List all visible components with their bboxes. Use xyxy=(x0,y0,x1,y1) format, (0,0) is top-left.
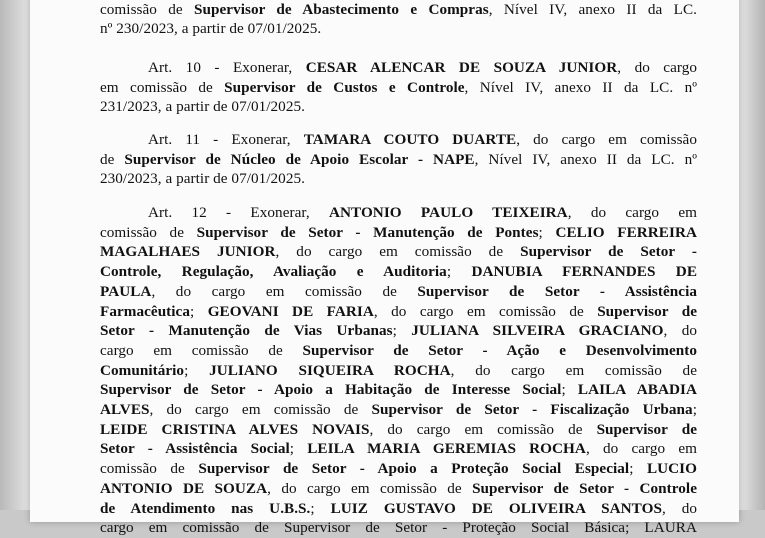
person-name: GEOVANI DE FARIA xyxy=(207,302,374,320)
text: , do cargo em comissão de xyxy=(373,302,598,320)
person-name: PAULA xyxy=(100,282,152,300)
text: , Nível IV, anexo II da LC. nº xyxy=(464,78,697,96)
text: , do cargo em comissão de xyxy=(267,479,473,497)
text: ; xyxy=(538,223,556,241)
position-title: Supervisor de Setor - xyxy=(520,243,697,261)
text: ; xyxy=(692,401,697,419)
position-title: Supervisor de Setor - Ação e Desenvolvimento xyxy=(302,341,697,359)
article-11-line-1 xyxy=(100,130,697,150)
text: Art. 10 - Exonerar, xyxy=(148,59,306,76)
article-12-line-6 xyxy=(100,302,697,322)
scan-edge-right xyxy=(739,0,765,510)
article-11 xyxy=(100,130,697,189)
person-name: LUCIO xyxy=(646,460,697,478)
position-title: Setor - Assistência Social xyxy=(100,440,290,458)
text: ; xyxy=(392,322,412,340)
article-12-line-1 xyxy=(100,203,697,223)
person-name: MAGALHAES JUNIOR xyxy=(100,243,276,261)
position-title: Supervisor de Abastecimento e Compras xyxy=(194,0,489,18)
article-10-line-1 xyxy=(100,58,697,78)
article-12 xyxy=(100,203,697,538)
person-name: LUIZ GUSTAVO DE OLIVEIRA SANTOS xyxy=(330,499,662,517)
article-11-line-2 xyxy=(100,150,697,170)
text: ; xyxy=(289,440,308,458)
text: , do cargo em comissão de xyxy=(151,282,418,300)
person-name: LAILA ABADIA xyxy=(577,381,697,399)
text: ; xyxy=(629,460,647,478)
text: comissão de xyxy=(100,223,197,241)
position-title: Supervisor de Custos e Controle xyxy=(224,78,465,96)
position-title: Supervisor de Setor - Manutenção de Pontes xyxy=(196,223,539,241)
text: ; xyxy=(190,302,208,320)
person-name: DANUBIA FERNANDES DE xyxy=(471,263,697,281)
text: , do cargo em xyxy=(567,204,697,221)
position-title: Supervisor de xyxy=(596,420,697,438)
article-12-line-10 xyxy=(100,380,697,400)
position-title: Supervisor de Setor - Assistência xyxy=(417,282,697,300)
text: , do cargo em comissão de xyxy=(369,420,597,438)
text: comissão de xyxy=(100,0,194,18)
position-title: de Atendimento nas U.B.S. xyxy=(100,499,311,517)
text: ; xyxy=(446,263,472,281)
article-9 xyxy=(100,0,697,39)
text: , do cargo em comissão de xyxy=(149,401,372,419)
person-name: JULIANA SILVEIRA GRACIANO xyxy=(411,322,664,340)
person-name: ANTONIO PAULO TEIXEIRA xyxy=(329,204,568,221)
position-title: Supervisor de Setor - Fiscalização Urbana xyxy=(371,401,693,419)
article-12-line-3 xyxy=(100,242,697,262)
text: , do xyxy=(663,322,697,340)
article-12-line-15 xyxy=(100,479,697,499)
article-12-line-8 xyxy=(100,341,697,361)
person-name: ALVES xyxy=(100,401,150,419)
text: , do xyxy=(661,499,697,517)
text: , do cargo em xyxy=(585,440,697,458)
position-title: Supervisor de Setor - Apoio a Proteção Social Especial xyxy=(198,460,630,478)
text: Art. 12 - Exonerar, xyxy=(148,204,329,221)
article-9-line-3 xyxy=(100,19,697,39)
position-title: Supervisor de Setor - Controle xyxy=(472,479,697,497)
position-title: Supervisor de Núcleo de Apoio Escolar - NAPE xyxy=(124,150,475,168)
article-11-line-3 xyxy=(100,169,697,189)
article-12-line-12 xyxy=(100,420,697,440)
article-12-line-2 xyxy=(100,223,697,243)
document-page xyxy=(30,0,739,537)
position-title: Comunitário xyxy=(100,361,185,379)
text: ; xyxy=(561,381,578,399)
text: cargo em comissão de Supervisor de Setor - Proteção Social Básica; LAURA xyxy=(100,519,697,537)
text: cargo em comissão de xyxy=(100,341,303,359)
text: , Nível IV, anexo II da LC. xyxy=(488,0,697,18)
article-9-line-2 xyxy=(100,0,697,19)
article-10-line-2 xyxy=(100,78,697,98)
text: em comissão de xyxy=(100,78,225,96)
position-title: Farmacêutica xyxy=(100,302,190,320)
article-12-line-13 xyxy=(100,439,697,459)
person-name: LEILA MARIA GEREMIAS ROCHA xyxy=(307,440,586,458)
position-title: Controle, Regulação, Avaliação e Auditoria xyxy=(100,263,447,281)
person-name: CESAR ALENCAR DE SOUZA JUNIOR xyxy=(305,59,618,76)
article-12-line-17 xyxy=(100,518,697,538)
text: , do cargo em comissão xyxy=(516,131,697,148)
text: comissão de xyxy=(100,460,199,478)
text: , do cargo em comissão de xyxy=(450,361,697,379)
text: , Nível IV, anexo II da LC. nº xyxy=(474,150,697,168)
text: , do cargo em comissão de xyxy=(275,243,521,261)
person-name: TAMARA COUTO DUARTE xyxy=(303,131,517,148)
article-12-line-5 xyxy=(100,282,697,302)
text: Art. 11 - Exonerar, xyxy=(148,131,304,148)
text: nº 230/2023, a partir de 07/01/2025. xyxy=(100,20,322,38)
article-10 xyxy=(100,58,697,117)
article-12-line-7 xyxy=(100,321,697,341)
article-12-line-9 xyxy=(100,361,697,381)
article-12-line-14 xyxy=(100,459,697,479)
text: 230/2023, a partir de 07/01/2025. xyxy=(100,170,305,188)
text: ; xyxy=(310,499,331,517)
person-name: ANTONIO DE SOUZA xyxy=(100,479,268,497)
scan-edge-left xyxy=(0,0,30,510)
text: ; xyxy=(184,361,210,379)
position-title: Supervisor de xyxy=(597,302,697,320)
position-title: Setor - Manutenção de Vias Urbanas xyxy=(100,322,393,340)
person-name: JULIANO SIQUEIRA ROCHA xyxy=(209,361,451,379)
article-12-line-11 xyxy=(100,400,697,420)
text: de xyxy=(100,150,125,168)
person-name: LEIDE CRISTINA ALVES NOVAIS xyxy=(100,420,370,438)
position-title: Supervisor de Setor - Apoio a Habitação de Interesse Social xyxy=(100,381,562,399)
article-12-line-4 xyxy=(100,262,697,282)
article-12-line-16 xyxy=(100,499,697,519)
article-10-line-3 xyxy=(100,97,697,117)
text: 231/2023, a partir de 07/01/2025. xyxy=(100,98,305,116)
text: , do cargo xyxy=(617,59,698,76)
person-name: CELIO FERREIRA xyxy=(555,223,697,241)
